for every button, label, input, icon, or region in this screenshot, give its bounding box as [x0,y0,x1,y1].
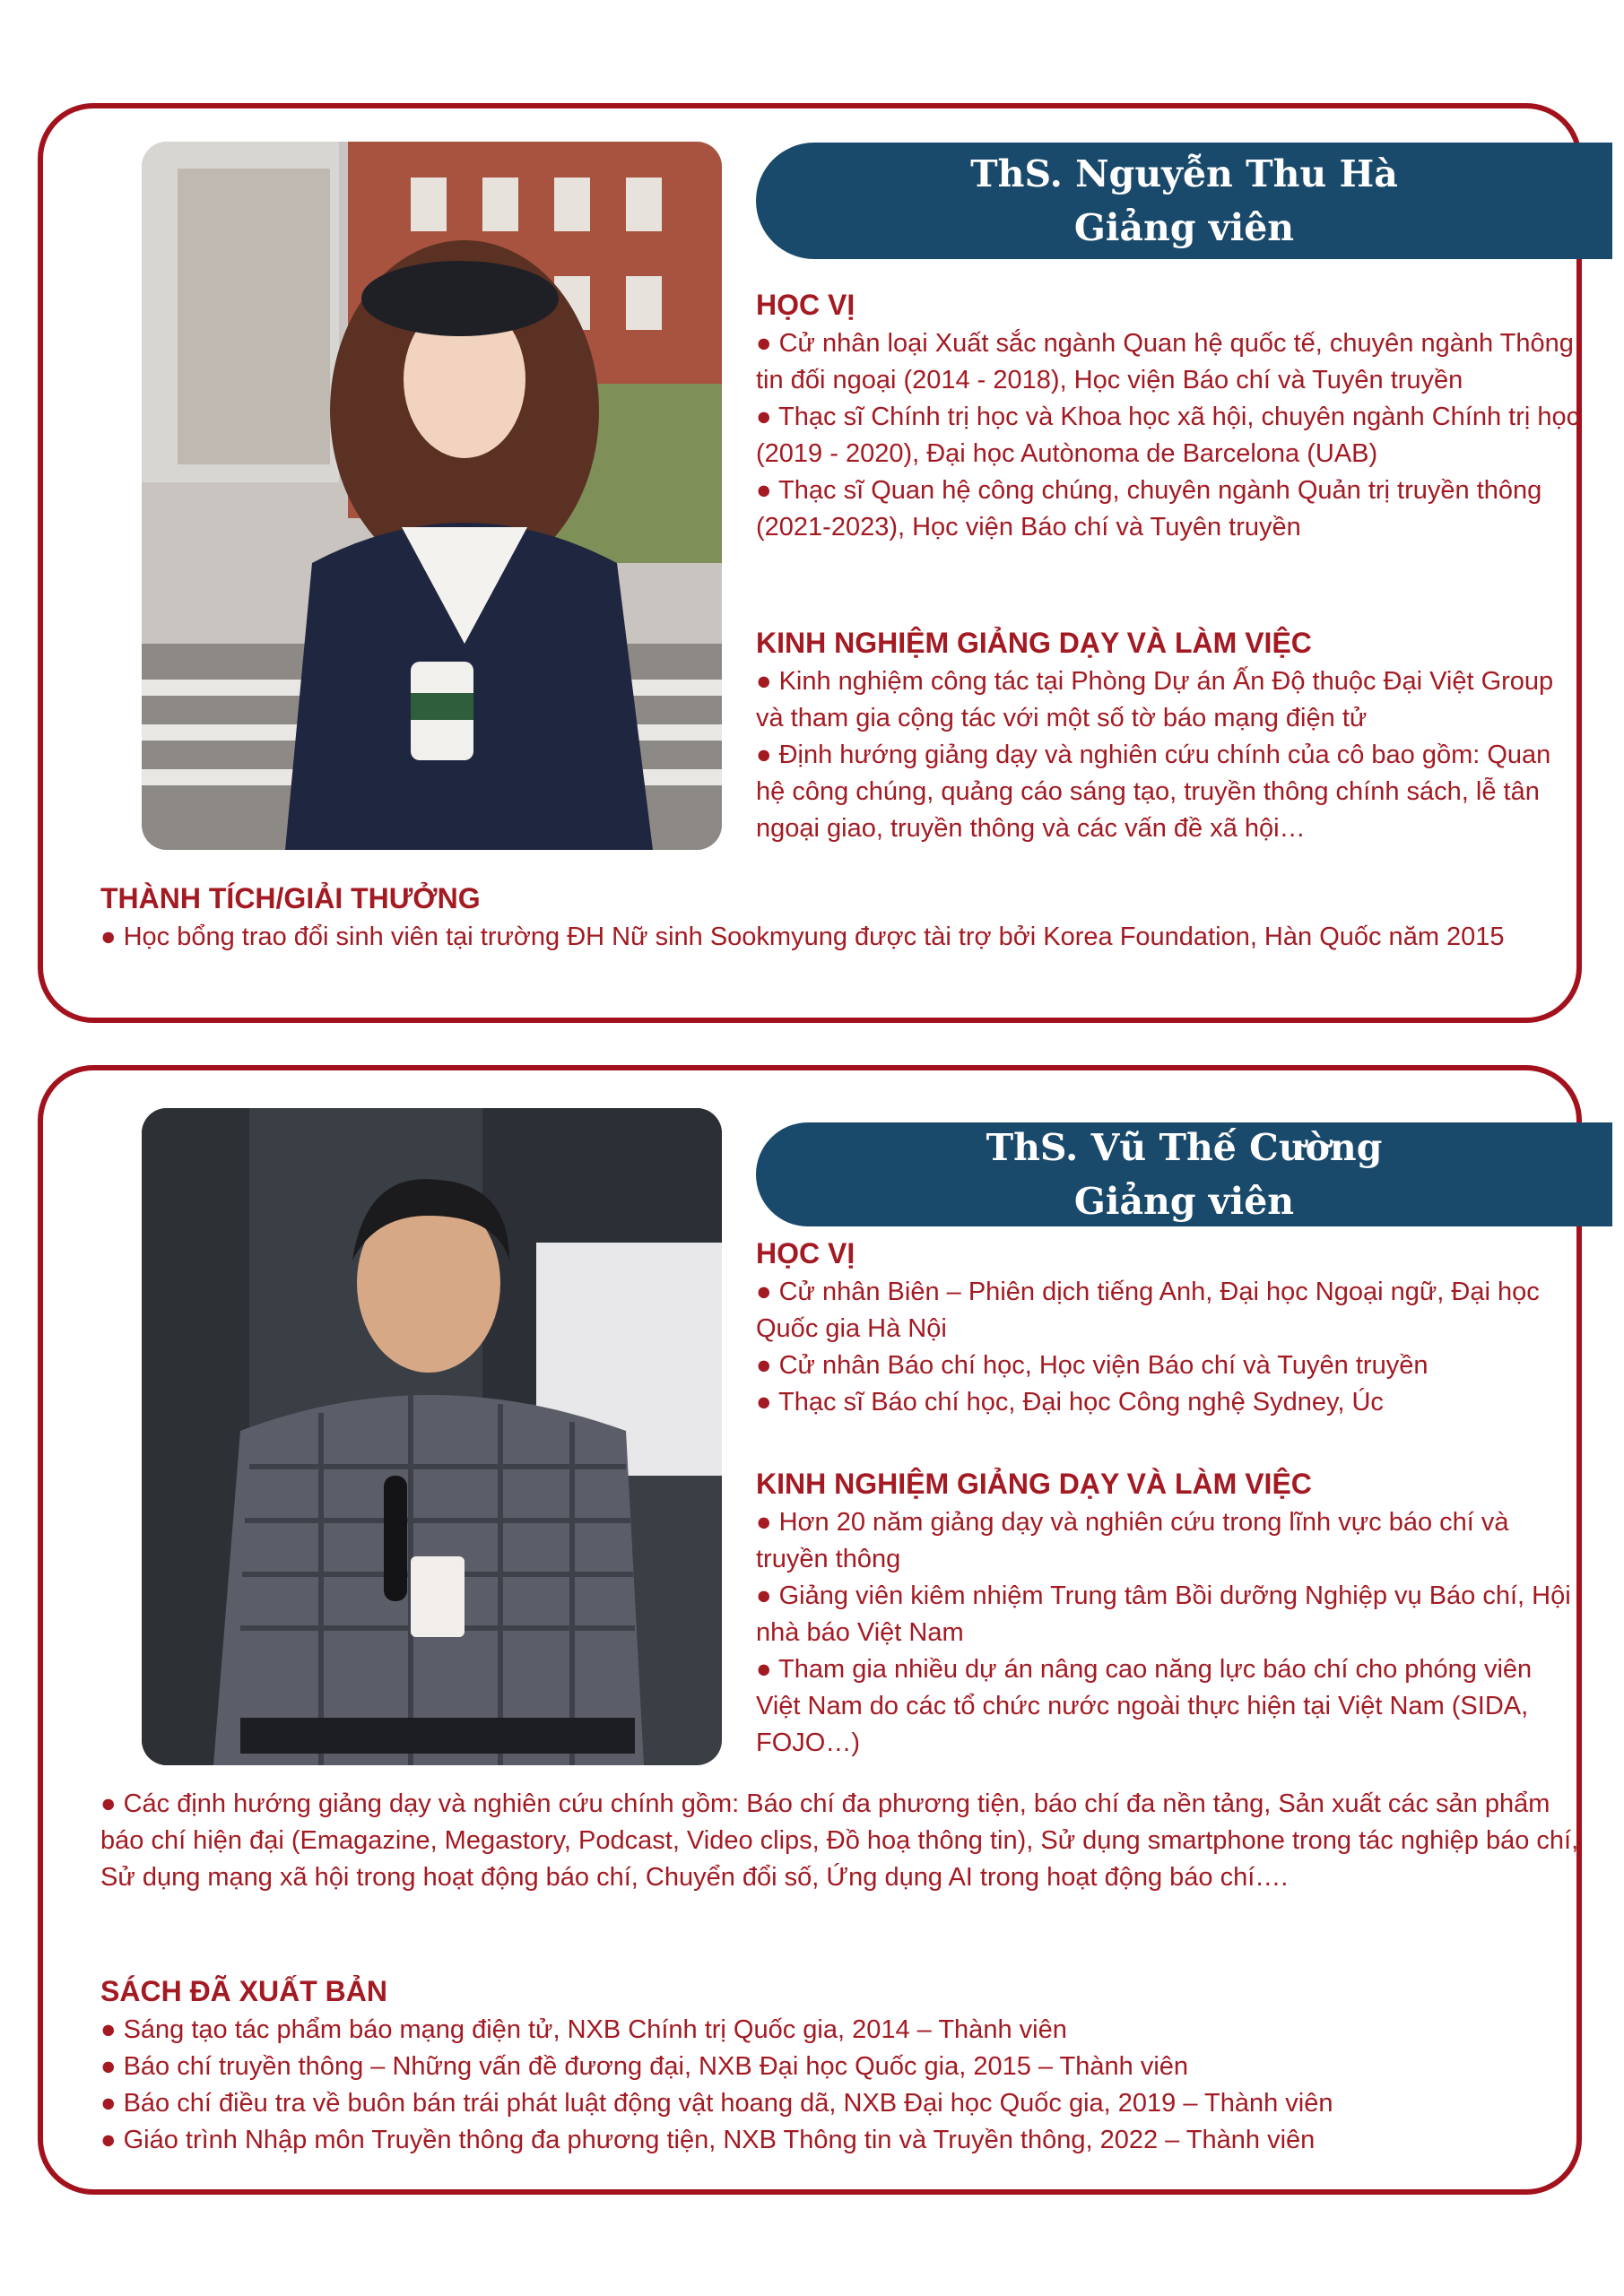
experience-item: ● Giảng viên kiêm nhiệm Trung tâm Bồi dưỡng Nghiệp vụ Báo chí, Hội nhà báo Việt Nam [756,1581,1571,1647]
profile-card-2 [38,1065,1582,2195]
book-item: ● Giáo trình Nhập môn Truyền thông đa phương tiện, NXB Thông tin và Truyền thông, 2022 – Thành viên [100,2126,1316,2154]
experience-item: ● Hơn 20 năm giảng dạy và nghiên cứu trong lĩnh vực báo chí và truyền thông [756,1508,1509,1573]
degree-title: HỌC VỊ [756,1237,855,1269]
experience-item: ● Kinh nghiệm công tác tại Phòng Dự án Ấn Độ thuộc Đại Việt Group và tham gia cộng tác với một số tờ báo mạng điện tử [756,667,1554,732]
award-section-1 [100,879,1580,956]
profile-card-1 [38,103,1582,1023]
books-section-2 [100,1972,1580,2159]
man-portrait-image [142,1108,722,1765]
name-banner-1 [756,143,1612,259]
award-item: ● Học bổng trao đổi sinh viên tại trường ĐH Nữ sinh Sookmyung được tài trợ bởi Korea Foundation, Hàn Quốc năm 2015 [100,923,1505,951]
name-banner-2 [756,1122,1612,1226]
degree-item: ● Thạc sĩ Chính trị học và Khoa học xã hội, chuyên ngành Chính trị học (2019 - 2020), Đại học Autònoma de Barcelona (UAB) [756,403,1580,468]
books-title: SÁCH ĐÃ XUẤT BẢN [100,1975,387,2007]
experience-extra-2 [100,1786,1580,1896]
book-item: ● Sáng tạo tác phẩm báo mạng điện tử, NXB Chính trị Quốc gia, 2014 – Thành viên [100,2015,1067,2044]
degree-item: ● Thạc sĩ Quan hệ công chúng, chuyên ngành Quản trị truyền thông (2021-2023), Học viện Báo chí và Tuyên truyền [756,476,1542,542]
experience-item: ● Định hướng giảng dạy và nghiên cứu chính của cô bao gồm: Quan hệ công chúng, quảng cáo sáng tạo, truyền thông chính sách, lễ tân ngoại giao, truyền thông và các vấn đề xã hội… [756,741,1551,843]
degree-item: ● Thạc sĩ Báo chí học, Đại học Công nghệ Sydney, Úc [756,1388,1384,1417]
profile-photo-2 [142,1108,722,1765]
profile-name: ThS. Vũ Thế Cường [986,1126,1383,1169]
book-item: ● Báo chí điều tra về buôn bán trái phát luật động vật hoang dã, NXB Đại học Quốc gia, 2019 – Thành viên [100,2089,1333,2118]
award-title: THÀNH TÍCH/GIẢI THƯỞNG [100,882,481,914]
degree-section-2 [756,1235,1581,1421]
profile-role: Giảng viên [1073,206,1295,249]
experience-section-1 [756,624,1581,847]
experience-title: KINH NGHIỆM GIẢNG DẠY VÀ LÀM VIỆC [756,627,1312,659]
degree-title: HỌC VỊ [756,289,855,321]
degree-item: ● Cử nhân Biên – Phiên dịch tiếng Anh, Đại học Ngoại ngữ, Đại học Quốc gia Hà Nội [756,1278,1540,1343]
experience-title: KINH NGHIỆM GIẢNG DẠY VÀ LÀM VIỆC [756,1468,1312,1500]
experience-item: ● Tham gia nhiều dự án nâng cao năng lực báo chí cho phóng viên Việt Nam do các tổ chức nước ngoài thực hiện tại Việt Nam (SIDA, FOJO…) [756,1655,1533,1757]
degree-item: ● Cử nhân Báo chí học, Học viện Báo chí và Tuyên truyền [756,1351,1429,1380]
degree-section-1 [756,286,1581,546]
profile-name: ThS. Nguyễn Thu Hà [970,152,1398,195]
experience-section-2 [756,1465,1581,1762]
degree-item: ● Cử nhân loại Xuất sắc ngành Quan hệ quốc tế, chuyên ngành Thông tin đối ngoại (2014 - 2018), Học viện Báo chí và Tuyên truyền [756,329,1574,394]
profile-photo-1 [142,142,722,850]
book-item: ● Báo chí truyền thông – Những vấn đề đương đại, NXB Đại học Quốc gia, 2015 – Thành viên [100,2052,1189,2081]
experience-item: ● Các định hướng giảng dạy và nghiên cứu chính gồm: Báo chí đa phương tiện, báo chí đa nền tảng, Sản xuất các sản phẩm báo chí hiện đại (Emagazine, Megastory, Podcast, Video clips, Đồ hoạ thông tin), Sử dụng smartphone trong tác nghiệp báo chí, Sử dụng mạng xã hội trong hoạt động báo chí, Chuyển đổi số, Ứng dụng AI trong hoạt động báo chí…. [100,1789,1579,1892]
profile-role: Giảng viên [1073,1180,1295,1223]
woman-portrait-image [142,142,722,850]
